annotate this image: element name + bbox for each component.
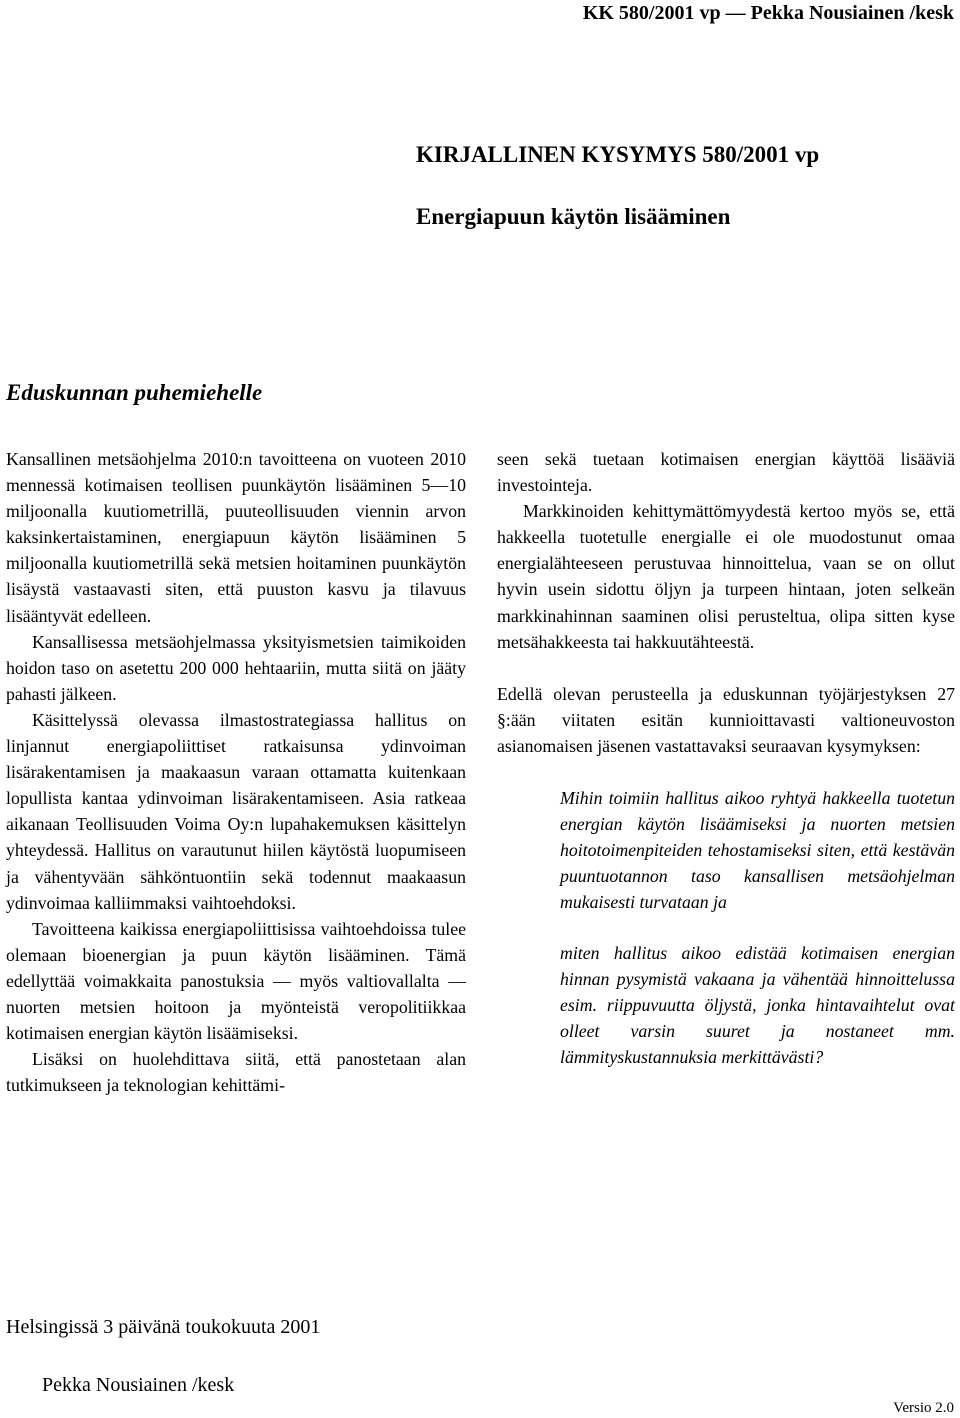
left-column bbox=[6, 446, 466, 1098]
paragraph: Kansallisessa metsäohjelmassa yksityismetsien taimikoiden hoidon taso on asetettu 200 000 hehtaariin, mutta siitä on jääty pahasti jälkeen. bbox=[6, 631, 466, 704]
version-label: Versio 2.0 bbox=[893, 1400, 954, 1416]
running-header: KK 580/2001 vp — Pekka Nousiainen /kesk bbox=[582, 2, 954, 24]
document-title: KIRJALLINEN KYSYMYS 580/2001 vp bbox=[416, 142, 820, 167]
request-paragraph: Edellä olevan perusteella ja eduskunnan työjärjestyksen 27 §:ään viitaten esitän kunnioittavasti valtioneuvoston asianomaisen jäsenen vastattavaksi seuraavan kysymyksen: bbox=[497, 683, 955, 756]
question-block bbox=[560, 785, 955, 1070]
addressee: Eduskunnan puhemiehelle bbox=[6, 380, 263, 405]
signature: Pekka Nousiainen /kesk bbox=[42, 1374, 235, 1396]
question-item: Mihin toimiin hallitus aikoo ryhtyä hakkeella tuotetun energian käytön lisäämiseksi ja nuorten metsien hoitotoimenpiteiden tehostamiseksi siten, että kestävän puuntuotannon taso kansallisen metsäohjelman mukaisesti turvataan ja bbox=[560, 788, 955, 913]
document-subtitle: Energiapuun käytön lisääminen bbox=[416, 204, 731, 229]
right-column bbox=[497, 446, 955, 1070]
paragraph: Kansallinen metsäohjelma 2010:n tavoitteena on vuoteen 2010 mennessä kotimaisen teollisen puunkäytön lisääminen 5—10 miljoonalla kuutiometrillä, puuteollisuuden viennin arvon kaksinkertaistaminen, energiapuun käytön lisääminen 5 miljoonalla kuutiometrillä sekä metsien hoitaminen puunkäytön lisäystä vastaavasti siten, että puuston kasvu ja tilavuus lisääntyvät edelleen. bbox=[6, 449, 466, 626]
paragraph: Tavoitteena kaikissa energiapoliittisissa vaihtoehdoissa tulee olemaan bioenergian ja puun käytön lisääminen. Tämä edellyttää voimakkaita panostuksia — myös valtiovallalta — nuorten metsien hoitoon ja myönteistä veropolitiikkaa kotimaisen energian käytön lisäämiseksi. bbox=[6, 918, 466, 1044]
question-item: miten hallitus aikoo edistää kotimaisen energian hinnan pysymistä vakaana ja vähentää hinnoittelussa esim. riippuvuutta öljystä, jonka hintavaihtelut ovat olleet varsin suuret ja nostaneet mm. lämmityskustannuksia merkittävästi? bbox=[560, 942, 955, 1067]
paragraph: Käsittelyssä olevassa ilmastostrategiassa hallitus on linjannut energiapoliittiset ratkaisunsa ydinvoiman lisärakentamisen ja maakaasun varaan ottamatta kuitenkaan lopullista kantaa ydinvoiman lisärakentamiseen. Asia ratkeaa aikanaan Teollisuuden Voima Oy:n lupahakemuksen käsittelyn yhteydessä. Hallitus on varautunut hiilen käytöstä luopumiseen ja vähentyvään sähköntuontiin sekä todennut maakaasun ydinvoimaa kalliimmaksi vaihtoehdoksi. bbox=[6, 709, 466, 913]
paragraph: Markkinoiden kehittymättömyydestä kertoo myös se, että hakkeella tuotetulle energialle ei ole muodostunut omaa energialähteeseen perustuvaa hinnoittelua, vaan se on ollut hyvin usein sidottu öljyn ja turpeen hintaan, joten selkeän markkinahinnan saaminen olisi perusteltua, olipa sitten kyse metsähakkeesta tai hakkuutähteestä. bbox=[497, 501, 955, 652]
place-date: Helsingissä 3 päivänä toukokuuta 2001 bbox=[6, 1316, 321, 1338]
paragraph-continuation: seen sekä tuetaan kotimaisen energian käyttöä lisääviä investointeja. bbox=[497, 449, 955, 496]
paragraph: Lisäksi on huolehdittava siitä, että panostetaan alan tutkimukseen ja teknologian kehittämi- bbox=[6, 1049, 466, 1096]
